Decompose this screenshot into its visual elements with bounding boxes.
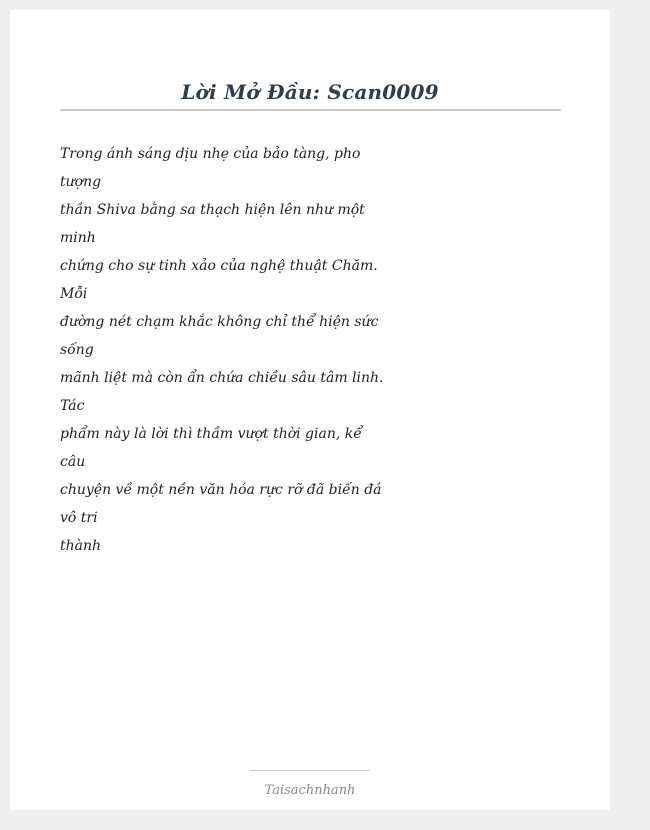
body-text — [60, 140, 384, 560]
text-line: phẩm này là lời thì thầm vượt thời gian, kể — [60, 426, 362, 442]
page-title: Lời Mở Đầu: Scan0009 — [181, 80, 439, 104]
text-line: thành — [60, 538, 102, 554]
text-line: tượng — [60, 174, 102, 190]
text-line: đường nét chạm khắc không chỉ thể hiện sức — [60, 314, 379, 330]
document-page — [10, 10, 610, 810]
text-line: minh — [60, 230, 96, 246]
title-divider — [60, 109, 561, 111]
text-line: chứng cho sự tinh xảo của nghệ thuật Chăm. — [60, 258, 378, 274]
text-line: Trong ánh sáng dịu nhẹ của bảo tàng, pho — [60, 146, 361, 162]
text-line: Mỗi — [60, 286, 88, 302]
text-line: Tác — [60, 398, 85, 414]
text-line: sống — [60, 342, 94, 358]
page-footer: Taisachnhanh — [264, 783, 356, 798]
footer-divider — [250, 770, 370, 771]
text-line: vô tri — [60, 510, 98, 526]
text-line: câu — [60, 454, 86, 470]
text-line: chuyện về một nền văn hóa rực rỡ đã biến đá — [60, 482, 382, 498]
text-line: mãnh liệt mà còn ẩn chứa chiều sâu tâm linh. — [60, 370, 384, 386]
text-line: thần Shiva bằng sa thạch hiện lên như một — [60, 202, 365, 218]
